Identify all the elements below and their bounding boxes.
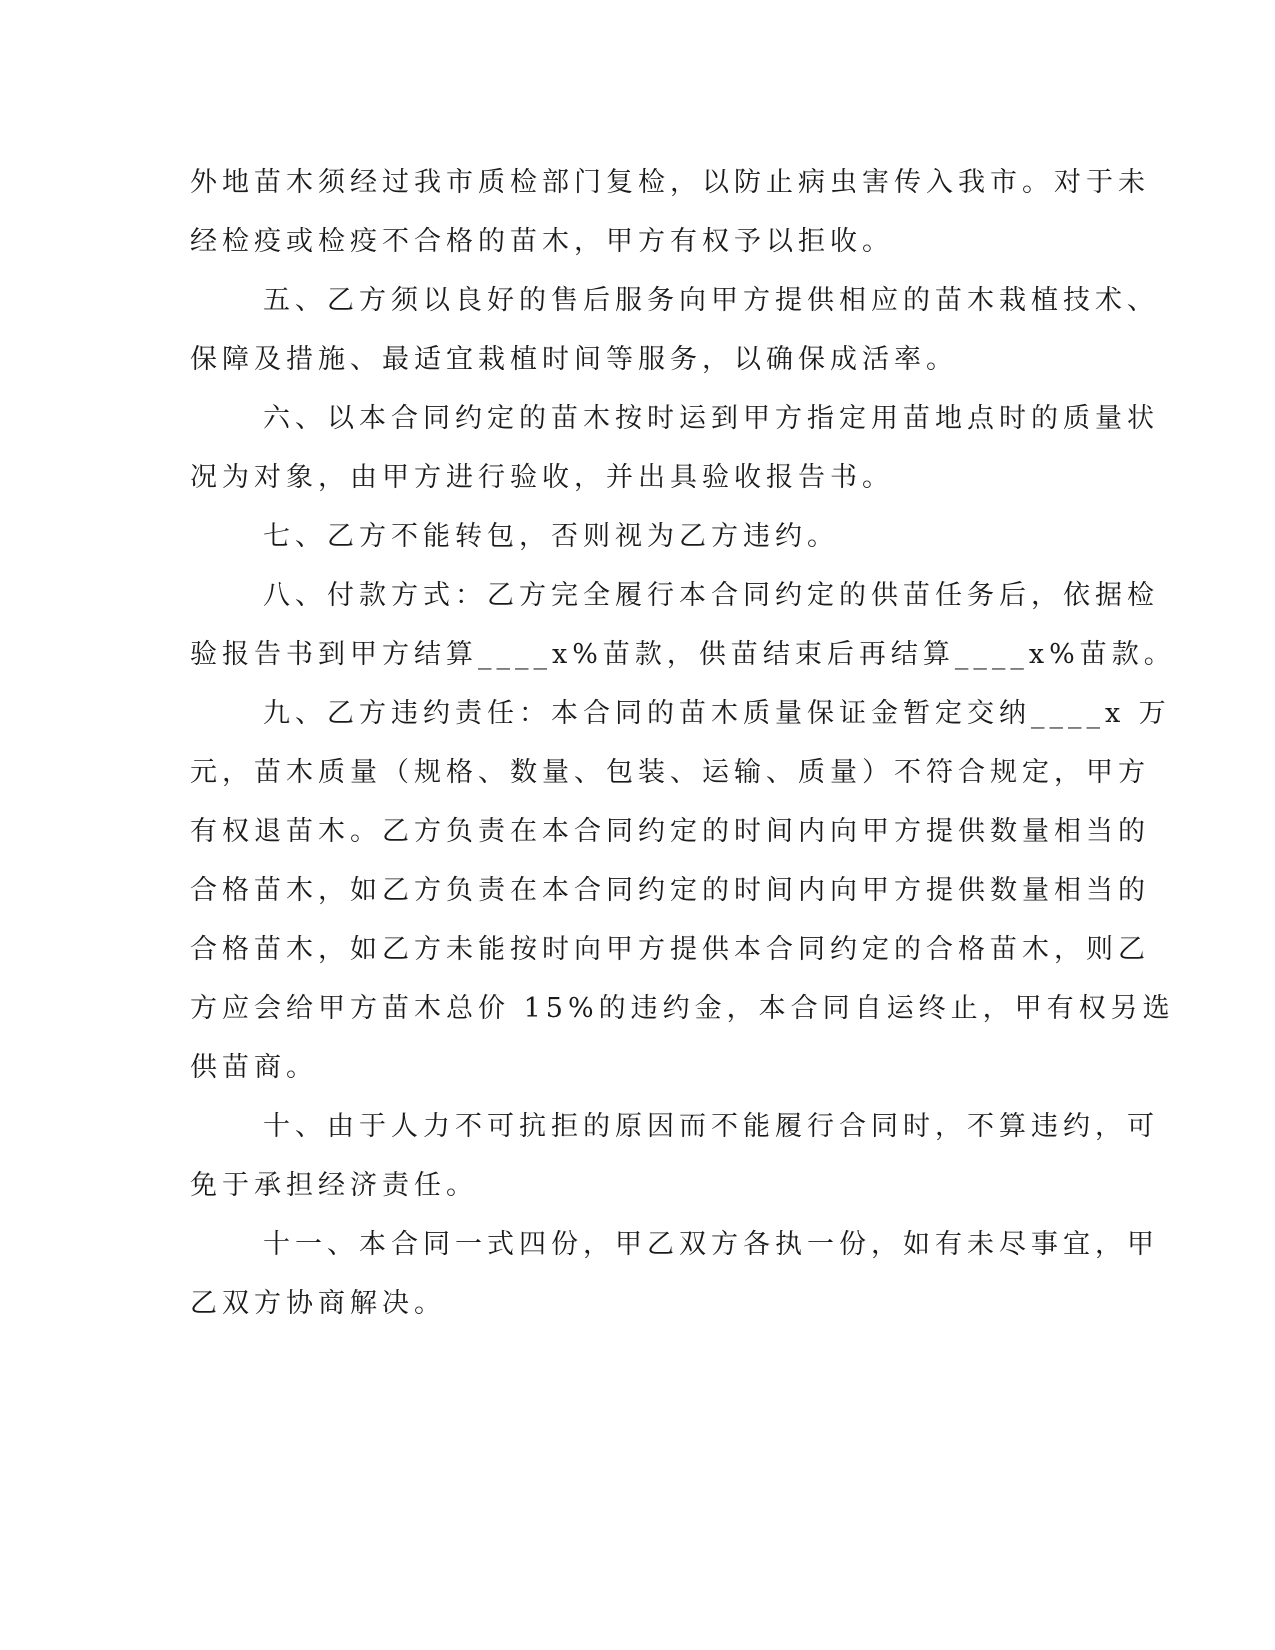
text-line: 经检疫或检疫不合格的苗木，甲方有权予以拒收。 <box>190 226 894 257</box>
paragraph-5-line: 五、乙方须以良好的售后服务向甲方提供相应的苗木栽植技术、 <box>263 285 1159 316</box>
text-line: 乙双方协商解决。 <box>190 1288 446 1319</box>
paragraph-10-line: 十、由于人力不可抗拒的原因而不能履行合同时，不算违约，可 <box>263 1111 1159 1142</box>
text-line: 免于承担经济责任。 <box>190 1170 478 1201</box>
text-line: 合格苗木，如乙方未能按时向甲方提供本合同约定的合格苗木，则乙 <box>190 934 1150 965</box>
text-line: 外地苗木须经过我市质检部门复检，以防止病虫害传入我市。对于未 <box>190 167 1150 198</box>
text-line: 保障及措施、最适宜栽植时间等服务，以确保成活率。 <box>190 344 958 375</box>
text-line: 供苗商。 <box>190 1052 318 1083</box>
text-line: 合格苗木，如乙方负责在本合同约定的时间内向甲方提供数量相当的 <box>190 875 1150 906</box>
paragraph-11-line: 十一、本合同一式四份，甲乙双方各执一份，如有未尽事宜，甲 <box>263 1229 1159 1260</box>
text-line: 验报告书到甲方结算____x%苗款，供苗结束后再结算____x%苗款。 <box>190 639 1176 670</box>
text-line: 元，苗木质量（规格、数量、包装、运输、质量）不符合规定，甲方 <box>190 757 1150 788</box>
paragraph-9-line: 九、乙方违约责任：本合同的苗木质量保证金暂定交纳____x 万 <box>263 698 1171 729</box>
text-line: 况为对象，由甲方进行验收，并出具验收报告书。 <box>190 462 894 493</box>
paragraph-6-line: 六、以本合同约定的苗木按时运到甲方指定用苗地点时的质量状 <box>263 403 1159 434</box>
text-line: 有权退苗木。乙方负责在本合同约定的时间内向甲方提供数量相当的 <box>190 816 1150 847</box>
paragraph-7-line: 七、乙方不能转包，否则视为乙方违约。 <box>263 521 839 552</box>
text-line: 方应会给甲方苗木总价 15%的违约金，本合同自运终止，甲有权另选 <box>190 993 1175 1024</box>
paragraph-8-line: 八、付款方式：乙方完全履行本合同约定的供苗任务后，依据检 <box>263 580 1159 611</box>
